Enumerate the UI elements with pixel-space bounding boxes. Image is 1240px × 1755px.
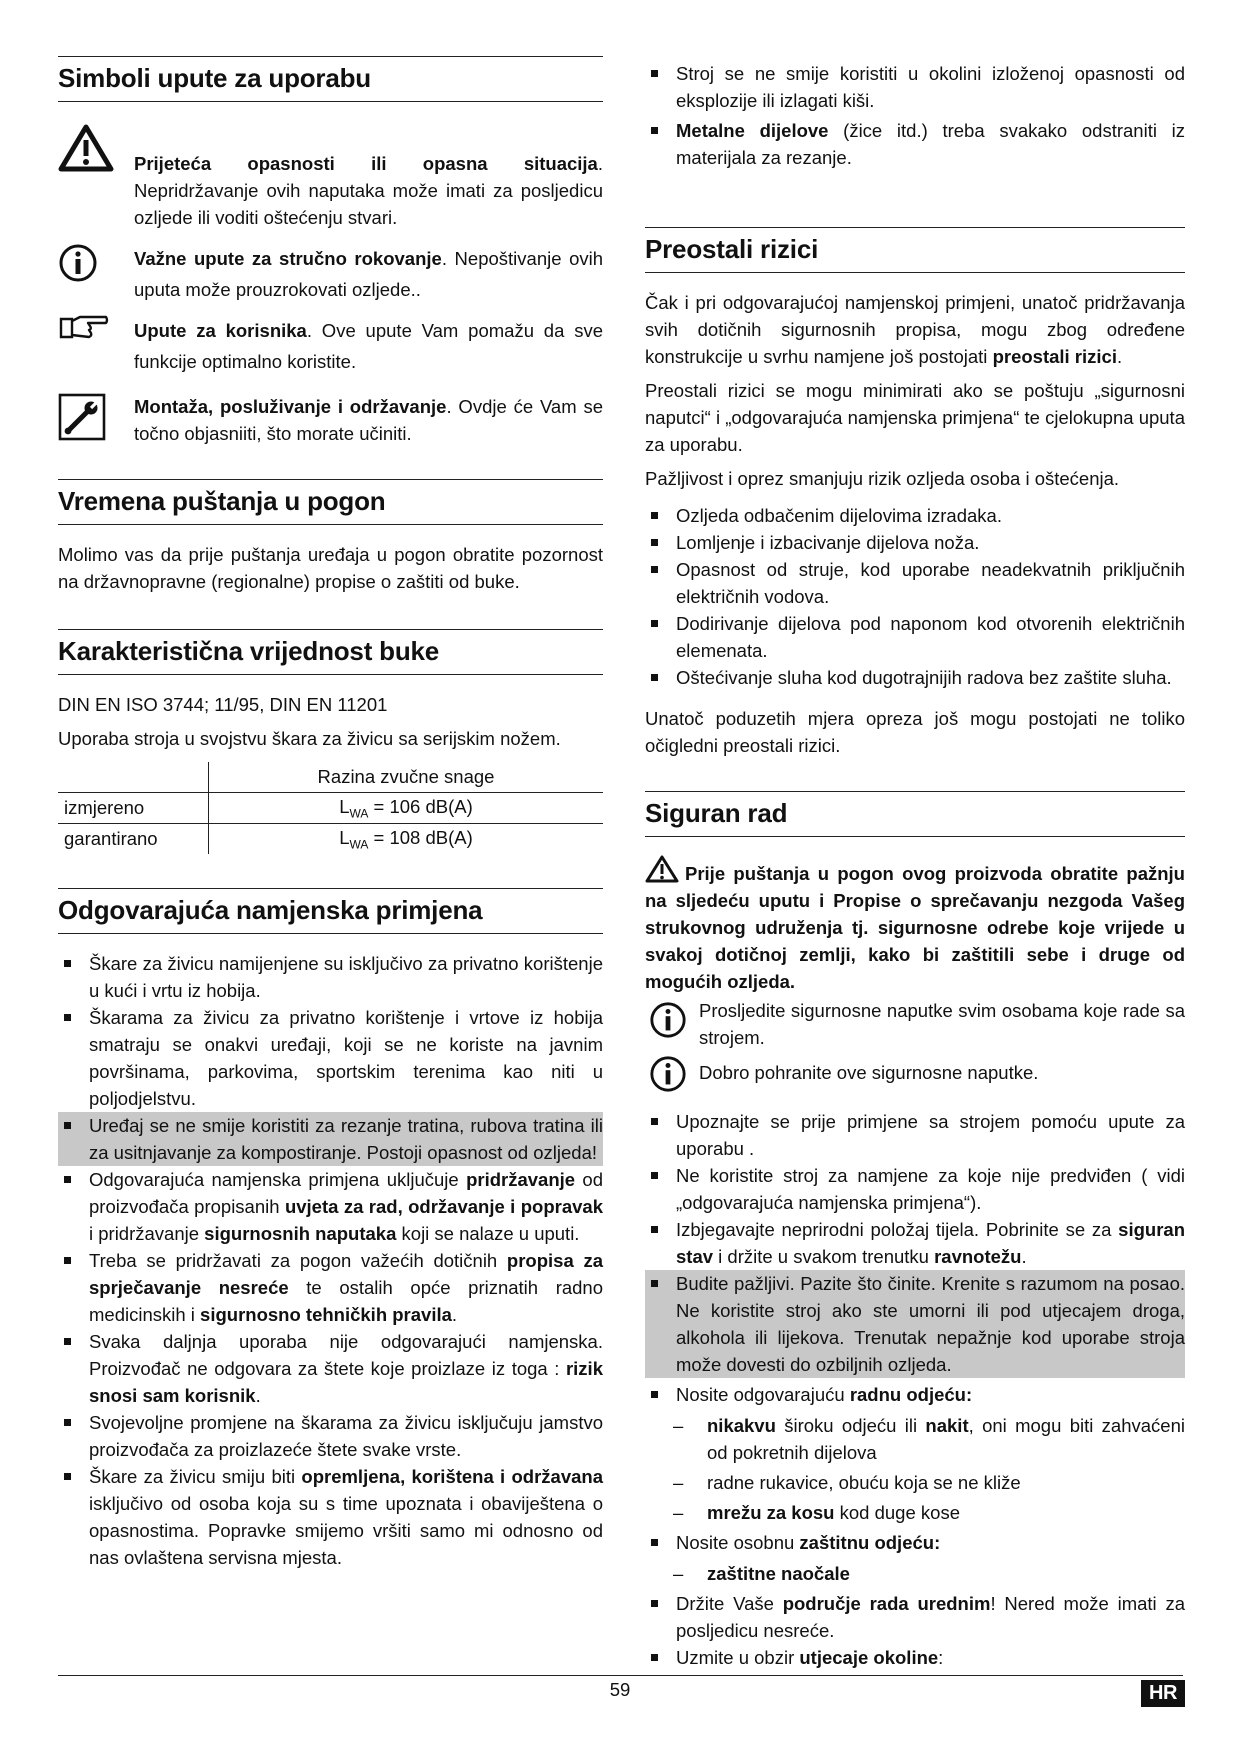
protective-clothing-list	[645, 1560, 1185, 1587]
list-item: Držite Vaše područje rada urednim! Nered može imati za posljedicu nesreće.	[645, 1590, 1185, 1644]
list-item: Oštećivanje sluha kod dugotrajnijih radova bez zaštite sluha.	[645, 664, 1185, 691]
list-item-highlighted: Uređaj se ne smije koristiti za rezanje tratina, rubova tratina ili za usitnjavanje za kompostiranje. Postoji opasnost od ozljeda!	[58, 1112, 603, 1166]
list-item: Ozljeda odbačenim dijelovima izradaka.	[645, 502, 1185, 529]
noise-standard: DIN EN ISO 3744; 11/95, DIN EN 11201	[58, 694, 388, 715]
list-item: Izbjegavajte neprirodni položaj tijela. Pobrinite se za siguran stav i držite u svakom trenutku ravnotežu.	[645, 1216, 1185, 1270]
work-clothing-list	[645, 1412, 1185, 1526]
section-title-intended-use: Odgovarajuća namjenska primjena	[58, 888, 603, 934]
residual-care: Pažljivost i oprez smanjuju rizik ozljeda osoba i oštećenja.	[645, 468, 1120, 489]
residual-risk-list	[645, 502, 1185, 691]
section-title-symbols: Simboli upute za uporabu	[58, 56, 603, 102]
residual-conclusion: Unatoč poduzetih mjera opreza još mogu postojati ne toliko očigledni preostali rizici.	[645, 708, 1185, 756]
symbol-info-text: Važne upute za stručno rokovanje. Nepoštivanje ovih uputa može prouzrokovati ozljede..	[134, 248, 604, 300]
noise-row-value: $L_{WA} = 108$ dB(A)	[339, 826, 473, 852]
list-item: Odgovarajuća namjenska primjena uključuje pridržavanje od proizvođača propisanih uvjeta za rad, održavanje i popravak i pridržavanje sigurnosnih naputaka koji se nalaze u uputi.	[58, 1166, 603, 1247]
list-item: Škare za živicu smiju biti opremljena, korištena i održavana isključivo od osoba koja su s time upoznata i obaviještena o opasnostima. Popravke smijemo vršiti samo mi odnosno od nas ovlaštena servisna mjesta.	[58, 1463, 603, 1571]
list-item: Uzmite u obzir utjecaje okoline:	[645, 1644, 1185, 1671]
list-item: Dodirivanje dijelova pod naponom kod otvorenih električnih elemenata.	[645, 610, 1185, 664]
safe-info-text-2: Dobro pohranite ove sigurnosne naputke.	[699, 1062, 1039, 1083]
machine-use-list	[645, 60, 1185, 171]
list-item: Metalne dijelove (žice itd.) treba svakako odstraniti iz materijala za rezanje.	[645, 117, 1185, 171]
list-item: – zaštitne naočale	[645, 1560, 1185, 1587]
safe-work-warning: Prije puštanja u pogon ovog proizvoda obratite pažnju na sljedeću uputu i Propise o sprečavanju nezgoda Vašeg strukovnog udruženja tj. sigurnosne odrebe koje vrijede u svakoj dotičnoj zemlji, kako bi zaštitili sebe i druge od mogućih ozljeda.	[645, 855, 1185, 995]
warning-triangle-icon	[645, 855, 679, 883]
noise-row-value: $L_{WA} = 106$ dB(A)	[209, 793, 604, 824]
symbol-hand-row	[58, 315, 603, 377]
symbol-hand-text: Upute za korisnika. Ove upute Vam pomažu da sve funkcije optimalno koristite.	[134, 320, 603, 372]
list-item: Upoznajte se prije primjene sa strojem pomoću upute za uporabu .	[645, 1108, 1185, 1162]
language-badge: HR	[1141, 1680, 1185, 1707]
wrench-icon	[58, 393, 106, 441]
noise-table-header: Razina zvučne snage	[209, 762, 604, 793]
info-circle-icon	[649, 1001, 687, 1039]
symbol-danger-row	[58, 128, 603, 231]
page-number: 59	[609, 1679, 631, 1700]
list-item: Opasnost od struje, kod uporabe neadekvatnih priključnih električnih vodova.	[645, 556, 1185, 610]
list-item: Nosite odgovarajuću radnu odjeću: – nikakvu široku odjeću ili nakit, oni mogu biti zahvaćeni od pokretnih dijelova – radne rukavice, obuću koja se ne kliže – mrežu za kosu kod duge kose	[645, 1381, 1185, 1526]
table-row	[58, 824, 603, 855]
intended-use-list	[58, 950, 603, 1571]
symbol-info-row	[58, 243, 603, 305]
safe-info-row-1	[645, 997, 1185, 1051]
list-item: – radne rukavice, obuću koja se ne kliže	[645, 1469, 1185, 1496]
safe-work-list	[645, 1108, 1185, 1671]
list-item: Lomljenje i izbacivanje dijelova noža.	[645, 529, 1185, 556]
noise-table	[58, 762, 603, 854]
right-column	[645, 60, 1185, 1671]
noise-row-label: izmjereno	[58, 793, 209, 824]
footer-divider	[58, 1675, 1183, 1676]
list-item: Ne koristite stroj za namjene za koje nije predviđen ( vidi „odgovarajuća namjenska primjena“).	[645, 1162, 1185, 1216]
info-circle-icon	[58, 243, 98, 283]
table-row	[58, 793, 603, 824]
safe-info-row-2	[645, 1059, 1185, 1086]
list-item: Nosite osobnu zaštitnu odjeću: – zaštitne naočale	[645, 1529, 1185, 1587]
section-title-noise: Karakteristična vrijednost buke	[58, 629, 603, 675]
pointing-hand-icon	[58, 313, 110, 343]
noise-usage: Uporaba stroja u svojstvu škara za živicu sa serijskim nožem.	[58, 728, 561, 749]
section-title-safe-work: Siguran rad	[645, 791, 1185, 837]
list-item: Škarama za živicu za privatno korištenje i vrtove iz hobija smatraju se onakvi uređaji, koji se ne koriste na javnim površinama, parkovima, sportskim terenima kao niti u poljodjelstvu.	[58, 1004, 603, 1112]
list-item: Škare za živicu namijenjene su isključivo za privatno korištenje u kući i vrtu iz hobija.	[58, 950, 603, 1004]
symbol-danger-text: Prijeteća opasnosti ili opasna situacija. Nepridržavanje ovih naputaka može imati za posljedicu ozljede ili voditi oštećenju stvari.	[134, 153, 603, 228]
section-title-startup: Vremena puštanja u pogon	[58, 479, 603, 525]
symbol-wrench-row	[58, 391, 603, 447]
list-item: – mrežu za kosu kod duge kose	[645, 1499, 1185, 1526]
noise-row-label: garantirano	[58, 824, 209, 855]
info-circle-icon	[649, 1055, 687, 1093]
list-item: Treba se pridržavati za pogon važećih dotičnih propisa za sprječavanje nesreće te ostalih opće priznatih radno medicinskih i sigurnosno tehničkih pravila.	[58, 1247, 603, 1328]
residual-intro: Čak i pri odgovarajućoj namjenskoj primjeni, unatoč pridržavanja svih dotičnih sigurnosnih propisa, mogu zbog određene konstrukcije u svrhu namjene još postojati preostali rizici.	[645, 292, 1185, 367]
list-item: Stroj se ne smije koristiti u okolini izloženoj opasnosti od eksplozije ili izlagati kiši.	[645, 60, 1185, 114]
section-title-residual-risks: Preostali rizici	[645, 227, 1185, 273]
safe-info-text-1: Prosljedite sigurnosne naputke svim osobama koje rade sa strojem.	[699, 1000, 1185, 1048]
list-item-highlighted: Budite pažljivi. Pazite što činite. Krenite s razumom na posao. Ne koristite stroj ako ste umorni ili pod utjecajem droga, alkohola ili lijekova. Trenutak nepažnje kod uporabe stroja može dovesti do ozbiljnih ozljeda.	[645, 1270, 1185, 1378]
left-column	[58, 56, 603, 1571]
warning-triangle-icon	[58, 124, 114, 172]
startup-text: Molimo vas da prije puštanja uređaja u pogon obratite pozornost na državnopravne (regionalne) propise o zaštiti od buke.	[58, 544, 603, 592]
list-item: Svojevoljne promjene na škarama za živicu isključuju jamstvo proizvođača za proizlazeće štete svake vrste.	[58, 1409, 603, 1463]
residual-minimize: Preostali rizici se mogu minimirati ako se poštuju „sigurnosni naputci“ i „odgovarajuća namjenska primjena“ te cjelokupna uputa za uporabu.	[645, 380, 1185, 455]
list-item: – nikakvu široku odjeću ili nakit, oni mogu biti zahvaćeni od pokretnih dijelova	[645, 1412, 1185, 1466]
symbol-wrench-text: Montaža, posluživanje i održavanje. Ovdje će Vam se točno objasniiti, što morate učiniti.	[134, 396, 603, 444]
list-item: Svaka daljnja uporaba nije odgovarajući namjenska. Proizvođač ne odgovara za štete koje proizlaze iz toga : rizik snosi sam korisnik.	[58, 1328, 603, 1409]
